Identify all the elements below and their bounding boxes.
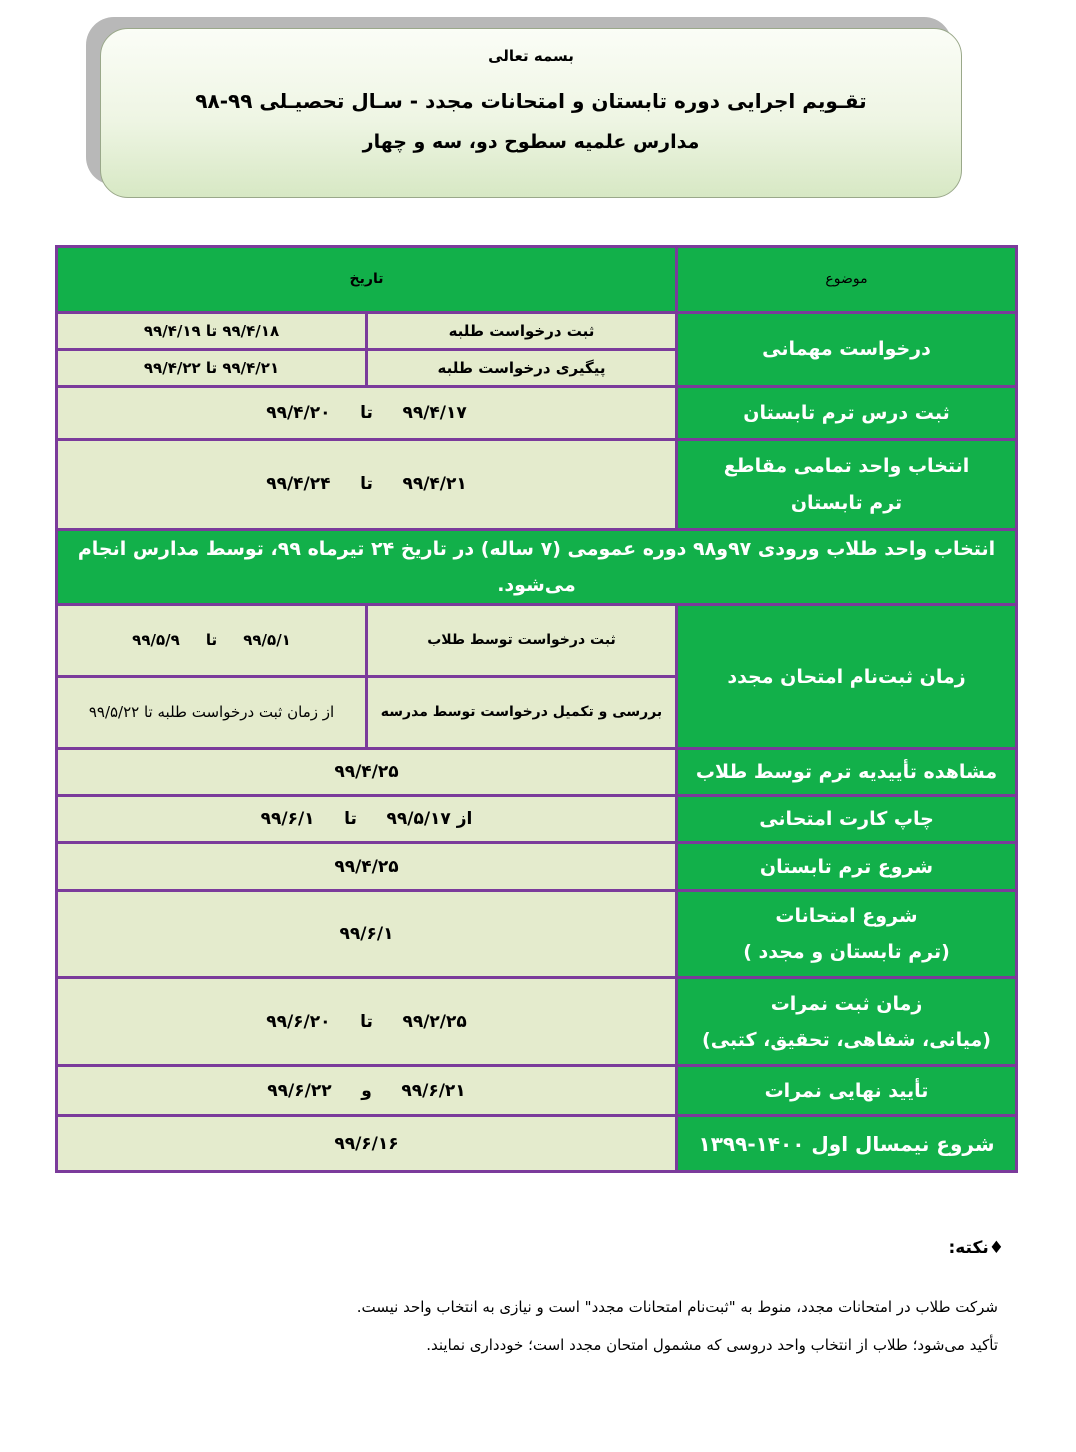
banner-row [57, 530, 1017, 605]
date-cell: ۹۹/۴/۲۱ تا ۹۹/۴/۲۲ [57, 350, 367, 387]
calendar-subtitle: مدارس علمیه سطوح دو، سه و چهار [362, 131, 700, 153]
topic-final-grade-approval: تأیید نهایی نمرات [677, 1066, 1017, 1116]
table-row [57, 605, 1017, 677]
topic-exams-start [677, 891, 1017, 978]
table-row [57, 387, 1017, 440]
topic-line: ترم تابستان [790, 491, 903, 514]
topic-grade-entry [677, 978, 1017, 1066]
date-cell: ۹۹/۶/۱ [57, 891, 677, 978]
header-box [100, 28, 962, 198]
date-cell: ۹۹/۴/۱۷ تا ۹۹/۴/۲۰ [57, 387, 677, 440]
note-line-1: شرکت طلاب در امتحانات مجدد، منوط به "ثبت‌نام امتحانات مجدد" است و نیازی به انتخاب واحد نیست. [356, 1298, 998, 1316]
topic-retake-registration: زمان ثبت‌نام امتحان مجدد [677, 605, 1017, 749]
topic-line: زمان ثبت نمرات [770, 992, 923, 1015]
date-cell: ۹۹/۴/۱۸ تا ۹۹/۴/۱۹ [57, 313, 367, 350]
date-cell: ۹۹/۶/۱۶ [57, 1116, 677, 1172]
topic-first-semester-start: شروع نیمسال اول ۱۴۰۰-۱۳۹۹ [677, 1116, 1017, 1172]
date-cell: ۹۹/۴/۲۵ [57, 749, 677, 796]
table-row [57, 313, 1017, 350]
date-cell: ۹۹/۴/۲۵ [57, 843, 677, 891]
topic-guest-request: درخواست مهمانی [677, 313, 1017, 387]
topic-line: شروع امتحانات [775, 905, 918, 928]
bismillah: بسمه تعالی [488, 47, 574, 65]
topic-line: (میانی، شفاهی، تحقیق، کتبی) [702, 1028, 991, 1051]
note-line-2: تأکید می‌شود؛ طلاب از انتخاب واحد دروسی که مشمول امتحان مجدد است؛ خودداری نمایند. [426, 1336, 998, 1354]
topic-summer-course-registration: ثبت درس ترم تابستان [677, 387, 1017, 440]
table-header-row [57, 247, 1017, 313]
date-cell: ۹۹/۶/۲۱ و ۹۹/۶/۲۲ [57, 1066, 677, 1116]
table-row [57, 749, 1017, 796]
topic-line: انتخاب واحد تمامی مقاطع [723, 455, 970, 478]
table-row [57, 891, 1017, 978]
table-row [57, 1116, 1017, 1172]
banner-cell: انتخاب واحد طلاب ورودی ۹۷و۹۸ دوره عمومی (۷ ساله) در تاریخ ۲۴ تیرماه ۹۹، توسط مدارس انجام می‌شود. [57, 530, 1017, 605]
table-row [57, 440, 1017, 530]
sub-label: پیگیری درخواست طلبه [367, 350, 677, 387]
date-cell: ۹۹/۴/۲۱ تا ۹۹/۴/۲۴ [57, 440, 677, 530]
topic-course-selection [677, 440, 1017, 530]
topic-exam-card-print: چاپ کارت امتحانی [677, 796, 1017, 843]
note-heading: ♦نکته: [948, 1238, 1004, 1258]
date-cell: از ۹۹/۵/۱۷ تا ۹۹/۶/۱ [57, 796, 677, 843]
date-cell: ۹۹/۵/۱ تا ۹۹/۵/۹ [57, 605, 367, 677]
date-cell: از زمان ثبت درخواست طلبه تا ۹۹/۵/۲۲ [57, 677, 367, 749]
header-topic: موضوع [677, 247, 1017, 313]
topic-term-confirmation: مشاهده تأییدیه ترم توسط طلاب [677, 749, 1017, 796]
table-row [57, 978, 1017, 1066]
table-row [57, 843, 1017, 891]
topic-summer-term-start: شروع ترم تابستان [677, 843, 1017, 891]
calendar-table [55, 245, 1018, 1173]
topic-line: (ترم تابستان و مجدد ) [743, 941, 950, 964]
table-row [57, 1066, 1017, 1116]
sub-label: ثبت درخواست طلبه [367, 313, 677, 350]
date-cell: ۹۹/۲/۲۵ تا ۹۹/۶/۲۰ [57, 978, 677, 1066]
sub-label: بررسی و تکمیل درخواست توسط مدرسه [367, 677, 677, 749]
table-row [57, 796, 1017, 843]
calendar-title: تقـویم اجرایی دوره تابستان و امتحانات مجدد - سـال تحصیـلی ۹۹-۹۸ [195, 89, 867, 113]
header-date: تاریخ [57, 247, 677, 313]
sub-label: ثبت درخواست توسط طلاب [367, 605, 677, 677]
